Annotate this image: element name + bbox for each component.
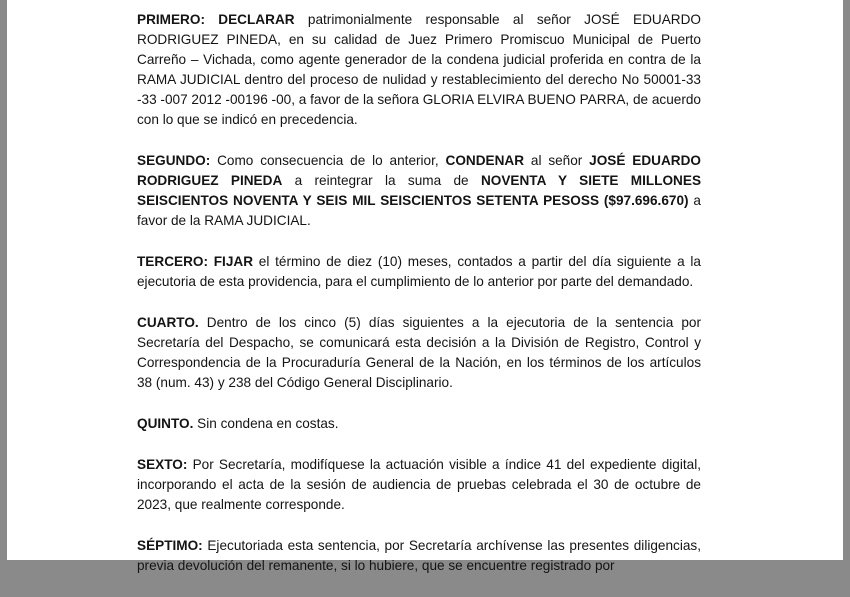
paragraph-sexto (137, 455, 701, 515)
paragraph-septimo (137, 536, 701, 576)
paragraph-segundo-text: al señor (524, 153, 590, 168)
paragraph-quinto (137, 414, 701, 434)
paragraph-primero-text: patrimonialmente responsable al señor JOSÉ EDUARDO RODRIGUEZ PINEDA, en su calidad de Juez Primero Promiscuo Municipal de Puerto Carreño – Vichada, como agente generador de la condena judicial proferida en contra de la RAMA JUDICIAL dentro del proceso de nulidad y restablecimiento del derecho No 50001-33 -33 -007 2012 -00196 -00, a favor de la señora GLORIA ELVIRA BUENO PARRA, de acuerdo con lo que se indicó en precedencia. (137, 12, 701, 127)
paragraph-segundo-name: JOSÉ EDUARDO RODRIGUEZ PINEDA (137, 153, 702, 188)
paragraph-segundo-amount: NOVENTA Y SIETE MILLONES SEISCIENTOS NOVENTA Y SEIS MIL SEISCIENTOS SETENTA PESOSS ($97.696.670) (137, 173, 702, 208)
paragraph-cuarto (137, 313, 701, 393)
paragraph-segundo-text: Como consecuencia de lo anterior, (210, 153, 446, 168)
paragraph-septimo-text: Ejecutoriada esta sentencia, por Secretaría archívense las presentes diligencias, previa devolución del remanente, si lo hubiere, que se encuentre registrado por (137, 538, 701, 573)
paragraph-quinto-heading: QUINTO. (137, 416, 194, 431)
document-body (137, 10, 701, 597)
paragraph-segundo-text: a favor de la RAMA JUDICIAL. (137, 193, 701, 228)
paragraph-sexto-heading: SEXTO: (137, 457, 188, 472)
paragraph-segundo-text: a reintegrar la suma de (282, 173, 481, 188)
paragraph-segundo (137, 151, 701, 231)
paragraph-tercero (137, 252, 701, 292)
paragraph-cuarto-heading: CUARTO. (137, 315, 199, 330)
paragraph-septimo-heading: SÉPTIMO: (137, 538, 203, 553)
document-page (7, 0, 843, 573)
paragraph-segundo-condenar: CONDENAR (445, 153, 525, 168)
paragraph-segundo-heading: SEGUNDO: (137, 153, 211, 168)
paragraph-primero-heading: PRIMERO: DECLARAR (137, 12, 295, 27)
paragraph-sexto-text: Por Secretaría, modifíquese la actuación visible a índice 41 del expediente digital, incorporando el acta de la sesión de audiencia de pruebas celebrada el 30 de octubre de 2023, que realmente corresponde. (137, 457, 701, 512)
paragraph-cuarto-text: Dentro de los cinco (5) días siguientes a la ejecutoria de la sentencia por Secretaría del Despacho, se comunicará esta decisión a la División de Registro, Control y Correspondencia de la Procuraduría General de la Nación, en los términos de los artículos 38 (num. 43) y 238 del Código General Disciplinario. (137, 315, 701, 390)
paragraph-tercero-text: el término de diez (10) meses, contados a partir del día siguiente a la ejecutoria de esta providencia, para el cumplimiento de lo anterior por parte del demandado. (137, 254, 701, 289)
paragraph-tercero-heading: TERCERO: FIJAR (137, 254, 254, 269)
paragraph-quinto-text: Sin condena en costas. (193, 416, 339, 431)
paragraph-primero (137, 10, 701, 130)
